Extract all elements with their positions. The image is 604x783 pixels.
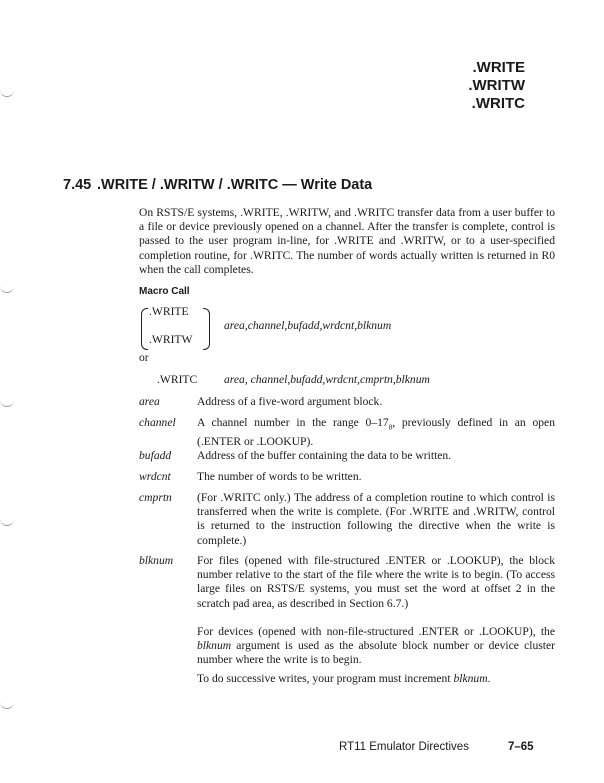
macro-name-writc: .WRITC xyxy=(157,373,198,386)
macro-args-2: area, channel,bufadd,wrdcnt,cmprtn,blknum xyxy=(224,373,430,386)
arg-desc-cmprtn: (For .WRITC only.) The address of a completion routine to which control is transferred when the write is complete. (For .WRITE and .WRITW, control is returned to the instruction following the directive when the write is complete.) xyxy=(197,491,555,547)
desc-text: For devices (opened with non-file-structured .ENTER or .LOOKUP), the xyxy=(197,625,555,638)
left-brace xyxy=(141,308,148,350)
blknum-paragraph-2 xyxy=(197,625,555,668)
arg-desc-wrdcnt: The number of words to be written. xyxy=(197,470,362,483)
running-header-3: .WRITC xyxy=(471,95,525,112)
section-number: 7.45 xyxy=(63,177,92,193)
desc-term: blknum xyxy=(197,639,232,653)
running-header-2: .WRITW xyxy=(468,77,525,94)
section-title-text: .WRITE / .WRITW / .WRITC — Write Data xyxy=(97,177,373,193)
arg-term-wrdcnt: wrdcnt xyxy=(139,470,171,483)
section-title xyxy=(63,178,372,192)
desc-text: A channel number in the range 0–17 xyxy=(197,416,389,429)
intro-paragraph: On RSTS/E systems, .WRITE, .WRITW, and .WRITC transfer data from a user buffer to a file or device previously opened on a channel. After the transfer is complete, control is passed to the user program in-line, for .WRITE and .WRITW, or to a user-specified completion routine, for .WRITC. The number of words actually written is returned in R0 when the call completes. xyxy=(139,206,555,276)
running-header-1: .WRITE xyxy=(472,59,525,76)
page-number: 7–65 xyxy=(508,741,534,753)
desc-text: . xyxy=(487,672,491,685)
margin-mark xyxy=(0,700,14,709)
margin-mark xyxy=(0,284,14,293)
arg-term-cmprtn: cmprtn xyxy=(139,491,172,504)
margin-mark xyxy=(0,88,14,97)
margin-mark xyxy=(0,517,14,526)
arg-term-channel: channel xyxy=(139,416,176,429)
desc-text: argument is used as the absolute block number or device cluster number where the write is to begin. xyxy=(197,639,555,667)
desc-text: To do successive writes, your program must increment xyxy=(197,672,454,685)
macro-args-1: area,channel,bufadd,wrdcnt,blknum xyxy=(224,319,392,332)
arg-term-blknum: blknum xyxy=(139,554,174,567)
macro-name-writw: .WRITW xyxy=(149,333,193,346)
arg-term-bufadd: bufadd xyxy=(139,449,172,462)
or-text: or xyxy=(139,351,149,364)
desc-term: blknum xyxy=(453,672,488,685)
arg-desc-area: Address of a five-word argument block. xyxy=(197,395,383,408)
right-brace xyxy=(203,308,210,350)
subscript: 8 xyxy=(388,423,393,432)
arg-term-area: area xyxy=(139,395,160,408)
macro-call-heading: Macro Call xyxy=(139,286,190,297)
arg-desc-bufadd: Address of the buffer containing the data to be written. xyxy=(197,449,452,462)
arg-desc-blknum: For files (opened with file-structured .ENTER or .LOOKUP), the block number relative to the start of the file where the write is to begin. (To access large files on RSTS/E systems, you must set the word at offset 2 in the scratch pad area, as described in Section 6.7.) xyxy=(197,554,555,610)
arg-desc-channel xyxy=(197,416,555,449)
blknum-paragraph-3 xyxy=(197,672,555,686)
footer-title: RT11 Emulator Directives xyxy=(339,741,469,753)
desc-text: , previously defined in an open (.ENTER or .LOOKUP). xyxy=(197,416,555,448)
macro-name-write: .WRITE xyxy=(149,305,189,318)
margin-mark xyxy=(0,398,14,407)
